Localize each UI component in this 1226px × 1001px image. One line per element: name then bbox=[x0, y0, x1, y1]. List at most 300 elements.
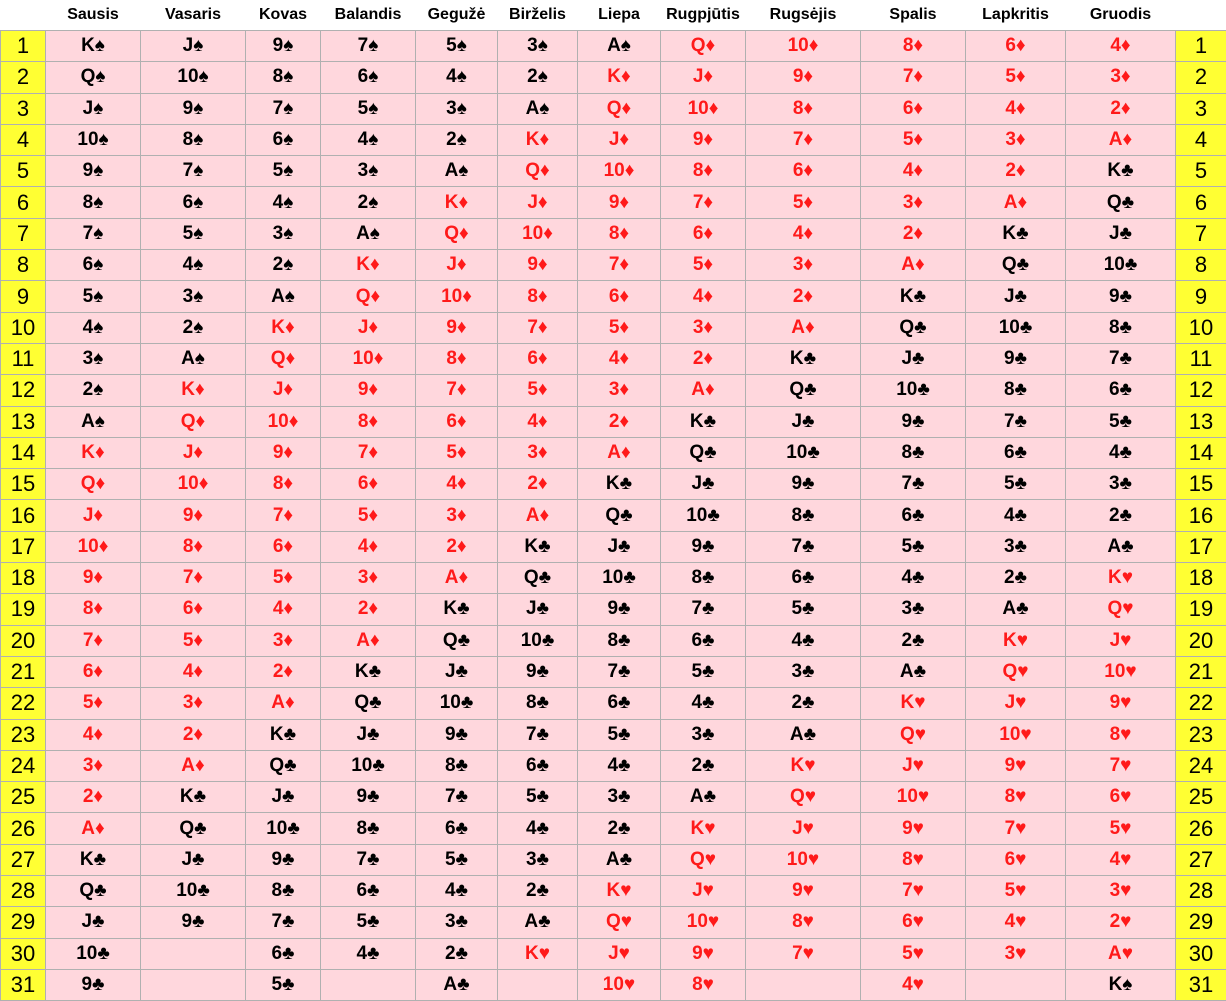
card-cell: Q♣ bbox=[1066, 187, 1176, 218]
card-cell: 4♦ bbox=[46, 719, 141, 750]
card-cell: 2♠ bbox=[498, 62, 578, 93]
card-cell: Q♣ bbox=[46, 876, 141, 907]
card-cell: 3♦ bbox=[1066, 62, 1176, 93]
card-cell: 6♣ bbox=[746, 563, 861, 594]
card-cell: A♣ bbox=[578, 844, 661, 875]
card-cell: 10♦ bbox=[498, 218, 578, 249]
card-cell: 4♦ bbox=[321, 531, 416, 562]
card-cell: 10♦ bbox=[246, 406, 321, 437]
card-cell: J♣ bbox=[1066, 218, 1176, 249]
month-header: Gegužė bbox=[416, 0, 498, 31]
day-number-right: 26 bbox=[1176, 813, 1226, 844]
day-row bbox=[1, 563, 1226, 594]
card-cell: 10♣ bbox=[321, 750, 416, 781]
card-cell: 3♣ bbox=[1066, 469, 1176, 500]
card-cell: 9♠ bbox=[246, 31, 321, 62]
day-number-left: 21 bbox=[1, 656, 46, 687]
card-cell: K♥ bbox=[498, 938, 578, 969]
card-cell: 2♠ bbox=[321, 187, 416, 218]
card-cell: K♣ bbox=[966, 218, 1066, 249]
day-row bbox=[1, 938, 1226, 969]
card-cell: 7♣ bbox=[861, 469, 966, 500]
card-cell: 6♣ bbox=[661, 625, 746, 656]
card-cell: 8♣ bbox=[321, 813, 416, 844]
card-cell: A♣ bbox=[966, 594, 1066, 625]
card-cell: 7♠ bbox=[246, 93, 321, 124]
card-cell: Q♦ bbox=[661, 31, 746, 62]
day-row bbox=[1, 437, 1226, 468]
day-number-right: 2 bbox=[1176, 62, 1226, 93]
day-number-left: 5 bbox=[1, 156, 46, 187]
card-cell: J♣ bbox=[498, 594, 578, 625]
card-cell: 9♥ bbox=[1066, 688, 1176, 719]
card-cell: 4♦ bbox=[246, 594, 321, 625]
card-cell: 5♦ bbox=[578, 312, 661, 343]
card-cell: K♠ bbox=[1066, 969, 1176, 1000]
day-number-left: 20 bbox=[1, 625, 46, 656]
card-cell: Q♥ bbox=[661, 844, 746, 875]
card-cell: 8♦ bbox=[321, 406, 416, 437]
card-cell: 10♣ bbox=[416, 688, 498, 719]
day-row bbox=[1, 688, 1226, 719]
card-cell: 9♣ bbox=[141, 907, 246, 938]
card-cell: A♣ bbox=[661, 782, 746, 813]
card-cell: 3♦ bbox=[578, 375, 661, 406]
card-cell: 5♣ bbox=[416, 844, 498, 875]
card-cell: 7♣ bbox=[661, 594, 746, 625]
card-cell: 9♦ bbox=[246, 437, 321, 468]
card-cell: 5♦ bbox=[498, 375, 578, 406]
day-number-right: 23 bbox=[1176, 719, 1226, 750]
day-row bbox=[1, 124, 1226, 155]
card-cell: 6♥ bbox=[966, 844, 1066, 875]
card-cell: 7♥ bbox=[861, 876, 966, 907]
card-cell: 3♣ bbox=[861, 594, 966, 625]
day-number-left: 8 bbox=[1, 250, 46, 281]
card-cell: 5♦ bbox=[746, 187, 861, 218]
card-cell: 4♣ bbox=[498, 813, 578, 844]
card-cell: 2♦ bbox=[246, 656, 321, 687]
card-cell: Q♦ bbox=[246, 343, 321, 374]
card-cell: 4♦ bbox=[498, 406, 578, 437]
card-cell: A♠ bbox=[416, 156, 498, 187]
card-cell: 7♥ bbox=[1066, 750, 1176, 781]
card-cell: 6♦ bbox=[578, 281, 661, 312]
card-cell: J♣ bbox=[141, 844, 246, 875]
card-cell: J♦ bbox=[498, 187, 578, 218]
card-cell: A♠ bbox=[498, 93, 578, 124]
card-cell: K♣ bbox=[861, 281, 966, 312]
day-number-right: 3 bbox=[1176, 93, 1226, 124]
day-number-left: 7 bbox=[1, 218, 46, 249]
day-number-right: 25 bbox=[1176, 782, 1226, 813]
card-cell: 9♦ bbox=[578, 187, 661, 218]
card-cell: A♦ bbox=[1066, 124, 1176, 155]
card-cell: J♣ bbox=[246, 782, 321, 813]
day-number-right: 21 bbox=[1176, 656, 1226, 687]
card-cell: J♥ bbox=[746, 813, 861, 844]
month-header: Balandis bbox=[321, 0, 416, 31]
card-cell: 2♣ bbox=[416, 938, 498, 969]
day-number-right: 4 bbox=[1176, 124, 1226, 155]
card-cell: 4♦ bbox=[1066, 31, 1176, 62]
day-number-left: 24 bbox=[1, 750, 46, 781]
card-cell: 2♦ bbox=[46, 782, 141, 813]
day-row bbox=[1, 375, 1226, 406]
card-cell: 3♦ bbox=[966, 124, 1066, 155]
card-cell: 2♠ bbox=[46, 375, 141, 406]
card-cell: 9♦ bbox=[46, 563, 141, 594]
card-cell: K♦ bbox=[141, 375, 246, 406]
day-row bbox=[1, 281, 1226, 312]
card-cell: 3♣ bbox=[498, 844, 578, 875]
card-cell: 5♣ bbox=[661, 656, 746, 687]
card-cell: 5♣ bbox=[498, 782, 578, 813]
month-header: Rugsėjis bbox=[746, 0, 861, 31]
card-cell: A♣ bbox=[416, 969, 498, 1000]
card-cell: 3♠ bbox=[321, 156, 416, 187]
card-cell: 6♣ bbox=[246, 938, 321, 969]
card-cell: 5♣ bbox=[321, 907, 416, 938]
month-header: Spalis bbox=[861, 0, 966, 31]
card-cell: K♣ bbox=[416, 594, 498, 625]
card-cell: J♥ bbox=[1066, 625, 1176, 656]
card-cell: 7♦ bbox=[416, 375, 498, 406]
day-number-left: 29 bbox=[1, 907, 46, 938]
card-cell: 8♣ bbox=[578, 625, 661, 656]
card-cell: 6♥ bbox=[1066, 782, 1176, 813]
card-cell: 4♠ bbox=[321, 124, 416, 155]
day-number-right: 1 bbox=[1176, 31, 1226, 62]
card-cell: 6♦ bbox=[46, 656, 141, 687]
card-cell: 2♦ bbox=[966, 156, 1066, 187]
day-number-right: 7 bbox=[1176, 218, 1226, 249]
card-cell: 6♦ bbox=[416, 406, 498, 437]
card-cell: 8♦ bbox=[578, 218, 661, 249]
card-cell: K♣ bbox=[141, 782, 246, 813]
card-cell: K♦ bbox=[246, 312, 321, 343]
card-cell: 9♣ bbox=[246, 844, 321, 875]
card-cell: 5♥ bbox=[1066, 813, 1176, 844]
card-cell: K♥ bbox=[861, 688, 966, 719]
card-cell: Q♥ bbox=[746, 782, 861, 813]
day-row bbox=[1, 625, 1226, 656]
card-cell: Q♣ bbox=[746, 375, 861, 406]
day-number-left: 25 bbox=[1, 782, 46, 813]
card-cell: 4♦ bbox=[416, 469, 498, 500]
card-cell: Q♦ bbox=[416, 218, 498, 249]
card-cell: 7♦ bbox=[321, 437, 416, 468]
card-cell: 9♦ bbox=[321, 375, 416, 406]
card-cell: 4♣ bbox=[578, 750, 661, 781]
card-cell: 2♠ bbox=[141, 312, 246, 343]
card-cell: A♠ bbox=[321, 218, 416, 249]
card-cell: 5♥ bbox=[966, 876, 1066, 907]
card-cell: 5♦ bbox=[416, 437, 498, 468]
card-cell: 7♦ bbox=[46, 625, 141, 656]
card-cell: A♦ bbox=[498, 500, 578, 531]
card-cell: K♠ bbox=[46, 31, 141, 62]
card-cell: 8♦ bbox=[746, 93, 861, 124]
card-cell: 3♣ bbox=[416, 907, 498, 938]
card-cell: 8♥ bbox=[966, 782, 1066, 813]
card-cell: 10♣ bbox=[141, 876, 246, 907]
card-cell: K♦ bbox=[578, 62, 661, 93]
card-cell: 10♣ bbox=[578, 563, 661, 594]
day-number-left: 26 bbox=[1, 813, 46, 844]
card-cell: 7♣ bbox=[246, 907, 321, 938]
day-number-right: 22 bbox=[1176, 688, 1226, 719]
card-cell: 8♦ bbox=[246, 469, 321, 500]
card-cell: 3♦ bbox=[46, 750, 141, 781]
card-cell: A♣ bbox=[746, 719, 861, 750]
card-cell: 9♦ bbox=[416, 312, 498, 343]
card-cell: 4♣ bbox=[416, 876, 498, 907]
card-cell: 3♦ bbox=[498, 437, 578, 468]
card-cell: K♥ bbox=[746, 750, 861, 781]
day-row bbox=[1, 343, 1226, 374]
card-cell: 6♦ bbox=[246, 531, 321, 562]
card-cell: 4♦ bbox=[861, 156, 966, 187]
card-cell: 10♥ bbox=[578, 969, 661, 1000]
card-cell: 6♠ bbox=[246, 124, 321, 155]
card-cell: A♠ bbox=[578, 31, 661, 62]
card-cell: 6♦ bbox=[498, 343, 578, 374]
card-cell: 3♠ bbox=[498, 31, 578, 62]
card-cell: J♦ bbox=[321, 312, 416, 343]
card-cell: 4♣ bbox=[861, 563, 966, 594]
card-cell: 2♦ bbox=[746, 281, 861, 312]
day-number-right: 31 bbox=[1176, 969, 1226, 1000]
card-cell bbox=[141, 938, 246, 969]
day-number-left: 4 bbox=[1, 124, 46, 155]
card-cell: 6♣ bbox=[1066, 375, 1176, 406]
card-cell: 10♥ bbox=[746, 844, 861, 875]
card-cell: 8♥ bbox=[746, 907, 861, 938]
card-cell: 5♣ bbox=[861, 531, 966, 562]
card-cell: 2♠ bbox=[416, 124, 498, 155]
card-cell: 5♠ bbox=[246, 156, 321, 187]
day-number-right: 12 bbox=[1176, 375, 1226, 406]
day-number-left: 1 bbox=[1, 31, 46, 62]
day-row bbox=[1, 469, 1226, 500]
card-cell: J♦ bbox=[416, 250, 498, 281]
card-cell: Q♣ bbox=[321, 688, 416, 719]
day-row bbox=[1, 876, 1226, 907]
day-row bbox=[1, 531, 1226, 562]
card-cell: Q♥ bbox=[578, 907, 661, 938]
card-cell: K♥ bbox=[578, 876, 661, 907]
card-cell: K♥ bbox=[661, 813, 746, 844]
card-cell: 10♣ bbox=[861, 375, 966, 406]
card-cell: A♠ bbox=[246, 281, 321, 312]
card-cell: Q♣ bbox=[246, 750, 321, 781]
card-cell bbox=[966, 969, 1066, 1000]
card-cell: 8♠ bbox=[246, 62, 321, 93]
day-row bbox=[1, 844, 1226, 875]
card-cell: 5♣ bbox=[1066, 406, 1176, 437]
card-cell: 2♣ bbox=[861, 625, 966, 656]
day-row bbox=[1, 31, 1226, 62]
card-cell: K♣ bbox=[321, 656, 416, 687]
card-cell: 6♣ bbox=[416, 813, 498, 844]
day-row bbox=[1, 907, 1226, 938]
card-cell: J♣ bbox=[661, 469, 746, 500]
card-cell: J♦ bbox=[578, 124, 661, 155]
card-cell: A♠ bbox=[141, 343, 246, 374]
card-cell: 10♣ bbox=[498, 625, 578, 656]
card-cell: 9♣ bbox=[861, 406, 966, 437]
day-number-right: 5 bbox=[1176, 156, 1226, 187]
card-cell: 4♦ bbox=[746, 218, 861, 249]
day-number-left: 2 bbox=[1, 62, 46, 93]
card-cell: Q♦ bbox=[498, 156, 578, 187]
month-header: Sausis bbox=[46, 0, 141, 31]
day-row bbox=[1, 813, 1226, 844]
card-cell: 3♣ bbox=[746, 656, 861, 687]
day-number-right: 20 bbox=[1176, 625, 1226, 656]
month-header: Birželis bbox=[498, 0, 578, 31]
card-cell: 10♥ bbox=[966, 719, 1066, 750]
card-cell: 5♦ bbox=[246, 563, 321, 594]
card-cell: 9♠ bbox=[46, 156, 141, 187]
card-cell: 6♦ bbox=[746, 156, 861, 187]
day-row bbox=[1, 750, 1226, 781]
card-cell: 4♦ bbox=[141, 656, 246, 687]
card-cell: 7♣ bbox=[321, 844, 416, 875]
card-cell: 9♦ bbox=[498, 250, 578, 281]
card-cell: A♦ bbox=[746, 312, 861, 343]
day-number-right: 8 bbox=[1176, 250, 1226, 281]
card-cell: 9♥ bbox=[746, 876, 861, 907]
card-cell: 9♦ bbox=[746, 62, 861, 93]
card-cell: 8♣ bbox=[416, 750, 498, 781]
month-header: Vasaris bbox=[141, 0, 246, 31]
card-cell: Q♣ bbox=[578, 500, 661, 531]
day-number-left: 23 bbox=[1, 719, 46, 750]
card-cell: 6♠ bbox=[46, 250, 141, 281]
card-cell: 5♣ bbox=[578, 719, 661, 750]
card-cell: 9♣ bbox=[46, 969, 141, 1000]
card-cell: 4♦ bbox=[578, 343, 661, 374]
card-cell: Q♣ bbox=[498, 563, 578, 594]
card-cell: J♠ bbox=[141, 31, 246, 62]
card-cell: 8♣ bbox=[1066, 312, 1176, 343]
card-cell: 7♠ bbox=[321, 31, 416, 62]
card-cell: 9♣ bbox=[1066, 281, 1176, 312]
card-cell: 8♠ bbox=[141, 124, 246, 155]
card-cell: 2♦ bbox=[141, 719, 246, 750]
card-cell: 2♦ bbox=[661, 343, 746, 374]
day-row bbox=[1, 187, 1226, 218]
day-row bbox=[1, 62, 1226, 93]
card-cell: J♦ bbox=[661, 62, 746, 93]
card-cell: Q♦ bbox=[578, 93, 661, 124]
card-cell: 7♦ bbox=[746, 124, 861, 155]
card-cell: 7♣ bbox=[746, 531, 861, 562]
card-cell: 2♣ bbox=[661, 750, 746, 781]
card-cell: 8♣ bbox=[966, 375, 1066, 406]
day-row bbox=[1, 500, 1226, 531]
card-cell: 3♠ bbox=[416, 93, 498, 124]
card-cell: 5♣ bbox=[246, 969, 321, 1000]
card-cell: 7♦ bbox=[861, 62, 966, 93]
card-cell: 9♥ bbox=[861, 813, 966, 844]
card-cell: 6♣ bbox=[498, 750, 578, 781]
card-cell: 3♦ bbox=[861, 187, 966, 218]
card-cell: 5♦ bbox=[661, 250, 746, 281]
card-cell: 3♣ bbox=[661, 719, 746, 750]
card-cell: J♥ bbox=[966, 688, 1066, 719]
card-cell: 8♦ bbox=[46, 594, 141, 625]
card-cell: 3♣ bbox=[966, 531, 1066, 562]
month-header: Kovas bbox=[246, 0, 321, 31]
card-cell: Q♣ bbox=[416, 625, 498, 656]
card-cell: J♣ bbox=[861, 343, 966, 374]
card-cell: 8♥ bbox=[861, 844, 966, 875]
card-cell: 3♣ bbox=[578, 782, 661, 813]
card-cell: 4♣ bbox=[746, 625, 861, 656]
card-cell: 6♦ bbox=[661, 218, 746, 249]
card-cell: 2♣ bbox=[1066, 500, 1176, 531]
card-cell: 8♦ bbox=[498, 281, 578, 312]
card-cell: 7♦ bbox=[578, 250, 661, 281]
card-cell: 5♠ bbox=[46, 281, 141, 312]
card-cell: A♦ bbox=[46, 813, 141, 844]
card-cell: 2♣ bbox=[966, 563, 1066, 594]
card-cell: K♦ bbox=[498, 124, 578, 155]
card-cell: 6♦ bbox=[966, 31, 1066, 62]
card-cell: 2♣ bbox=[746, 688, 861, 719]
card-cell: 4♥ bbox=[966, 907, 1066, 938]
card-cell: K♣ bbox=[1066, 156, 1176, 187]
card-cell: 10♣ bbox=[966, 312, 1066, 343]
card-cell: 6♥ bbox=[861, 907, 966, 938]
card-cell: J♣ bbox=[416, 656, 498, 687]
day-row bbox=[1, 218, 1226, 249]
card-cell: A♦ bbox=[321, 625, 416, 656]
card-cell: 7♠ bbox=[46, 218, 141, 249]
card-cell: J♦ bbox=[141, 437, 246, 468]
card-cell: K♣ bbox=[46, 844, 141, 875]
card-cell: 3♦ bbox=[321, 563, 416, 594]
card-cell: K♦ bbox=[321, 250, 416, 281]
month-header: Liepa bbox=[578, 0, 661, 31]
card-cell: 4♦ bbox=[661, 281, 746, 312]
card-cell: 6♠ bbox=[321, 62, 416, 93]
card-cell: 4♣ bbox=[321, 938, 416, 969]
card-cell: 8♦ bbox=[141, 531, 246, 562]
card-cell: A♦ bbox=[246, 688, 321, 719]
card-cell: 7♠ bbox=[141, 156, 246, 187]
card-cell: 3♠ bbox=[246, 218, 321, 249]
card-cell: Q♥ bbox=[966, 656, 1066, 687]
card-cell: 5♦ bbox=[861, 124, 966, 155]
card-cell: 4♣ bbox=[661, 688, 746, 719]
card-cell: 6♦ bbox=[861, 93, 966, 124]
day-number-left: 28 bbox=[1, 876, 46, 907]
card-cell: 10♦ bbox=[416, 281, 498, 312]
day-number-left: 15 bbox=[1, 469, 46, 500]
card-cell: 6♣ bbox=[861, 500, 966, 531]
card-cell: J♣ bbox=[46, 907, 141, 938]
day-number-right: 24 bbox=[1176, 750, 1226, 781]
day-number-right: 29 bbox=[1176, 907, 1226, 938]
day-number-left: 19 bbox=[1, 594, 46, 625]
card-cell: 10♥ bbox=[661, 907, 746, 938]
card-cell: 4♠ bbox=[46, 312, 141, 343]
day-number-right: 27 bbox=[1176, 844, 1226, 875]
